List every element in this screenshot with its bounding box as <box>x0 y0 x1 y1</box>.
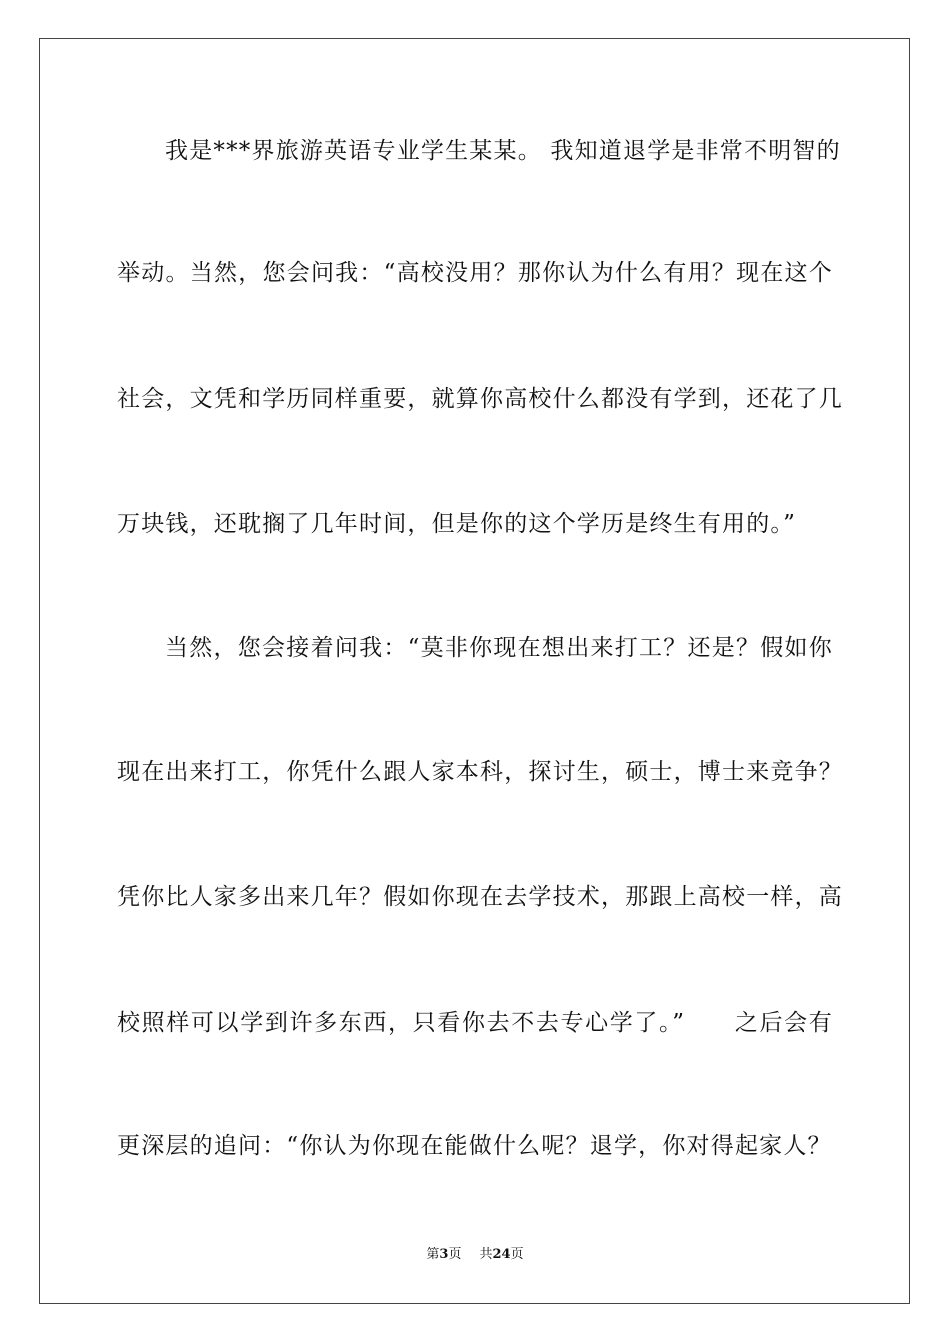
paragraph-line: 凭你比人家多出来几年？假如你现在去学技术，那跟上高校一样，高 <box>117 884 843 910</box>
paragraph-line: 我是***界旅游英语专业学生某某。 我知道退学是非常不明智的 <box>165 138 841 164</box>
page-footer <box>0 1246 950 1264</box>
footer-total-pages: 24 <box>492 1247 511 1262</box>
paragraph-line: 现在出来打工，你凭什么跟人家本科，探讨生，硕士，博士来竞争？ <box>117 759 843 785</box>
paragraph-line: 当然，您会接着问我：“莫非你现在想出来打工？还是？假如你 <box>165 635 833 661</box>
paragraph-line: 更深层的追问：“你认为你现在能做什么呢？退学，你对得起家人？ <box>117 1133 832 1159</box>
paragraph-line: 校照样可以学到许多东西，只看你去不去专心学了。” 之后会有 <box>117 1010 833 1036</box>
paragraph-line: 社会，文凭和学历同样重要，就算你高校什么都没有学到，还花了几 <box>117 386 843 412</box>
footer-total-suffix: 页 <box>510 1247 524 1262</box>
page-border <box>39 38 910 1304</box>
footer-page-number: 3 <box>439 1247 449 1262</box>
paragraph-line: 万块钱，还耽搁了几年时间，但是你的这个学历是终生有用的。” <box>117 511 797 537</box>
footer-page-suffix: 页 <box>448 1247 462 1262</box>
footer-total-prefix: 共 <box>479 1247 493 1262</box>
paragraph-line: 举动。当然，您会问我：“高校没用？那你认为什么有用？现在这个 <box>117 260 833 286</box>
footer-page-prefix: 第 <box>426 1247 440 1262</box>
